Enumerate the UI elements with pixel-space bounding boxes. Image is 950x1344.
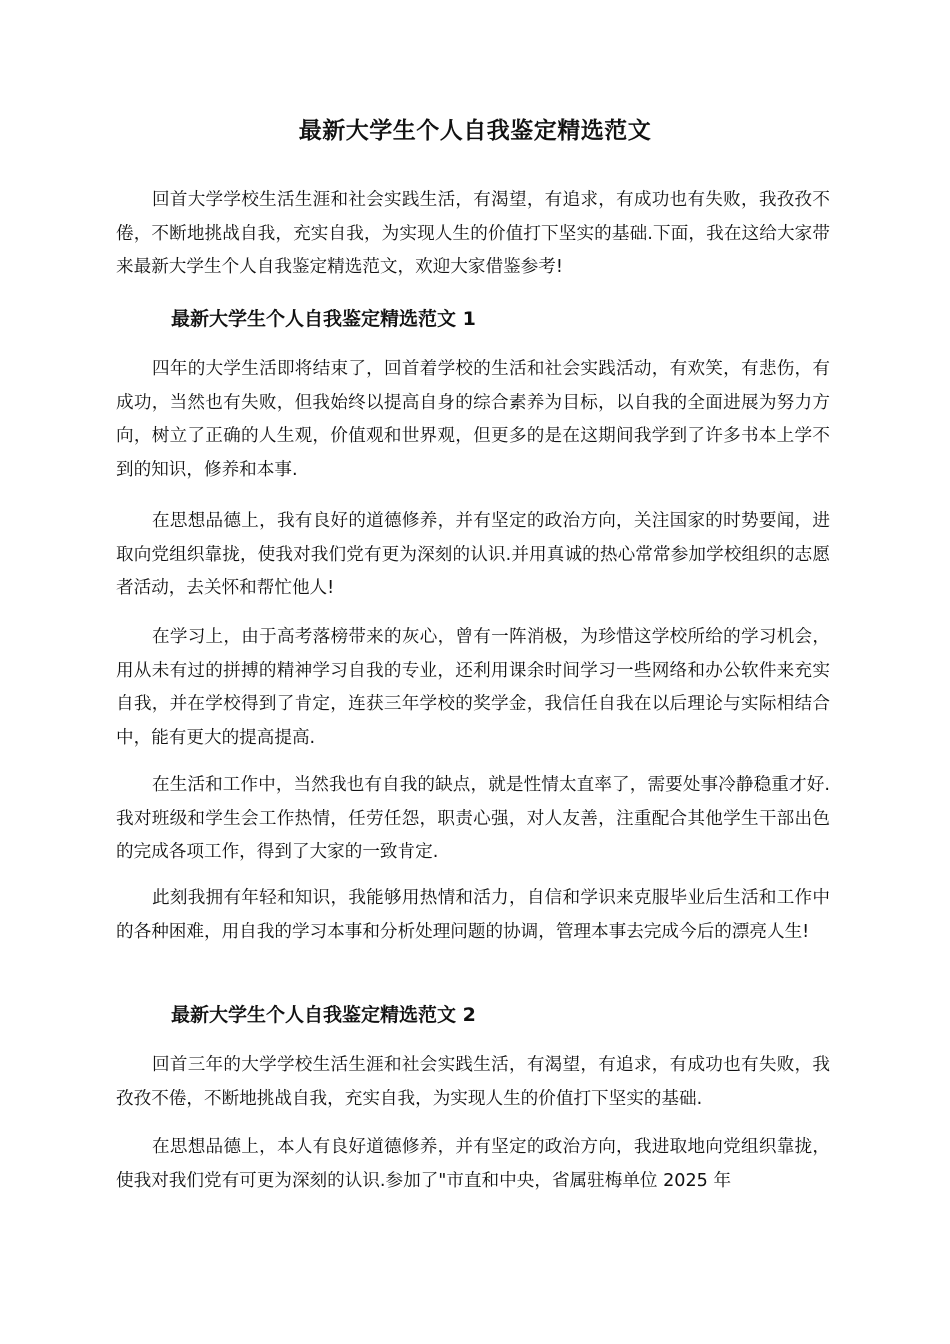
section-heading-2: 最新大学生个人自我鉴定精选范文 2	[171, 1004, 476, 1026]
section-1-paragraph-5: 此刻我拥有年轻和知识，我能够用热情和活力，自信和学识来克服毕业后生活和工作中的各种困难，用自我的学习本事和分析处理问题的协调，管理本事去完成今后的漂亮人生!	[116, 888, 830, 942]
section-heading-1: 最新大学生个人自我鉴定精选范文 1	[171, 308, 476, 330]
section-1-paragraph-4: 在生活和工作中，当然我也有自我的缺点，就是性情太直率了，需要处事冷静稳重才好.我对班级和学生会工作热情，任劳任怨，职责心强，对人友善，注重配合其他学生干部出色的完成各项工作，得到了大家的一致肯定.	[116, 775, 830, 862]
document-title: 最新大学生个人自我鉴定精选范文	[298, 118, 652, 144]
intro-paragraph: 回首大学学校生活生涯和社会实践生活，有渴望，有追求，有成功也有失败，我孜孜不倦，不断地挑战自我，充实自我，为实现人生的价值打下坚实的基础.下面，我在这给大家带来最新大学生个人自我鉴定精选范文，欢迎大家借鉴参考!	[116, 190, 830, 277]
section-2-paragraph-1: 回首三年的大学学校生活生涯和社会实践生活，有渴望，有追求，有成功也有失败，我孜孜不倦，不断地挑战自我，充实自我，为实现人生的价值打下坚实的基础.	[116, 1055, 830, 1109]
section-1-paragraph-3: 在学习上，由于高考落榜带来的灰心，曾有一阵消极，为珍惜这学校所给的学习机会，用从未有过的拼搏的精神学习自我的专业，还利用课余时间学习一些网络和办公软件来充实自我，并在学校得到了肯定，连获三年学校的奖学金，我信任自我在以后理论与实际相结合中，能有更大的提高提高.	[116, 627, 830, 748]
section-1-paragraph-1: 四年的大学生活即将结束了，回首着学校的生活和社会实践活动，有欢笑，有悲伤，有成功，当然也有失败，但我始终以提高自身的综合素养为目标，以自我的全面进展为努力方向，树立了正确的人生观，价值观和世界观，但更多的是在这期间我学到了许多书本上学不到的知识，修养和本事.	[116, 359, 830, 480]
section-1-paragraph-2: 在思想品德上，我有良好的道德修养，并有坚定的政治方向，关注国家的时势要闻，进取向党组织靠拢，使我对我们党有更为深刻的认识.并用真诚的热心常常参加学校组织的志愿者活动，去关怀和帮忙他人!	[116, 511, 830, 598]
section-2-paragraph-2: 在思想品德上，本人有良好道德修养，并有坚定的政治方向，我进取地向党组织靠拢，使我对我们党有可更为深刻的认识.参加了"市直和中央，省属驻梅单位 2025 年	[116, 1137, 830, 1191]
